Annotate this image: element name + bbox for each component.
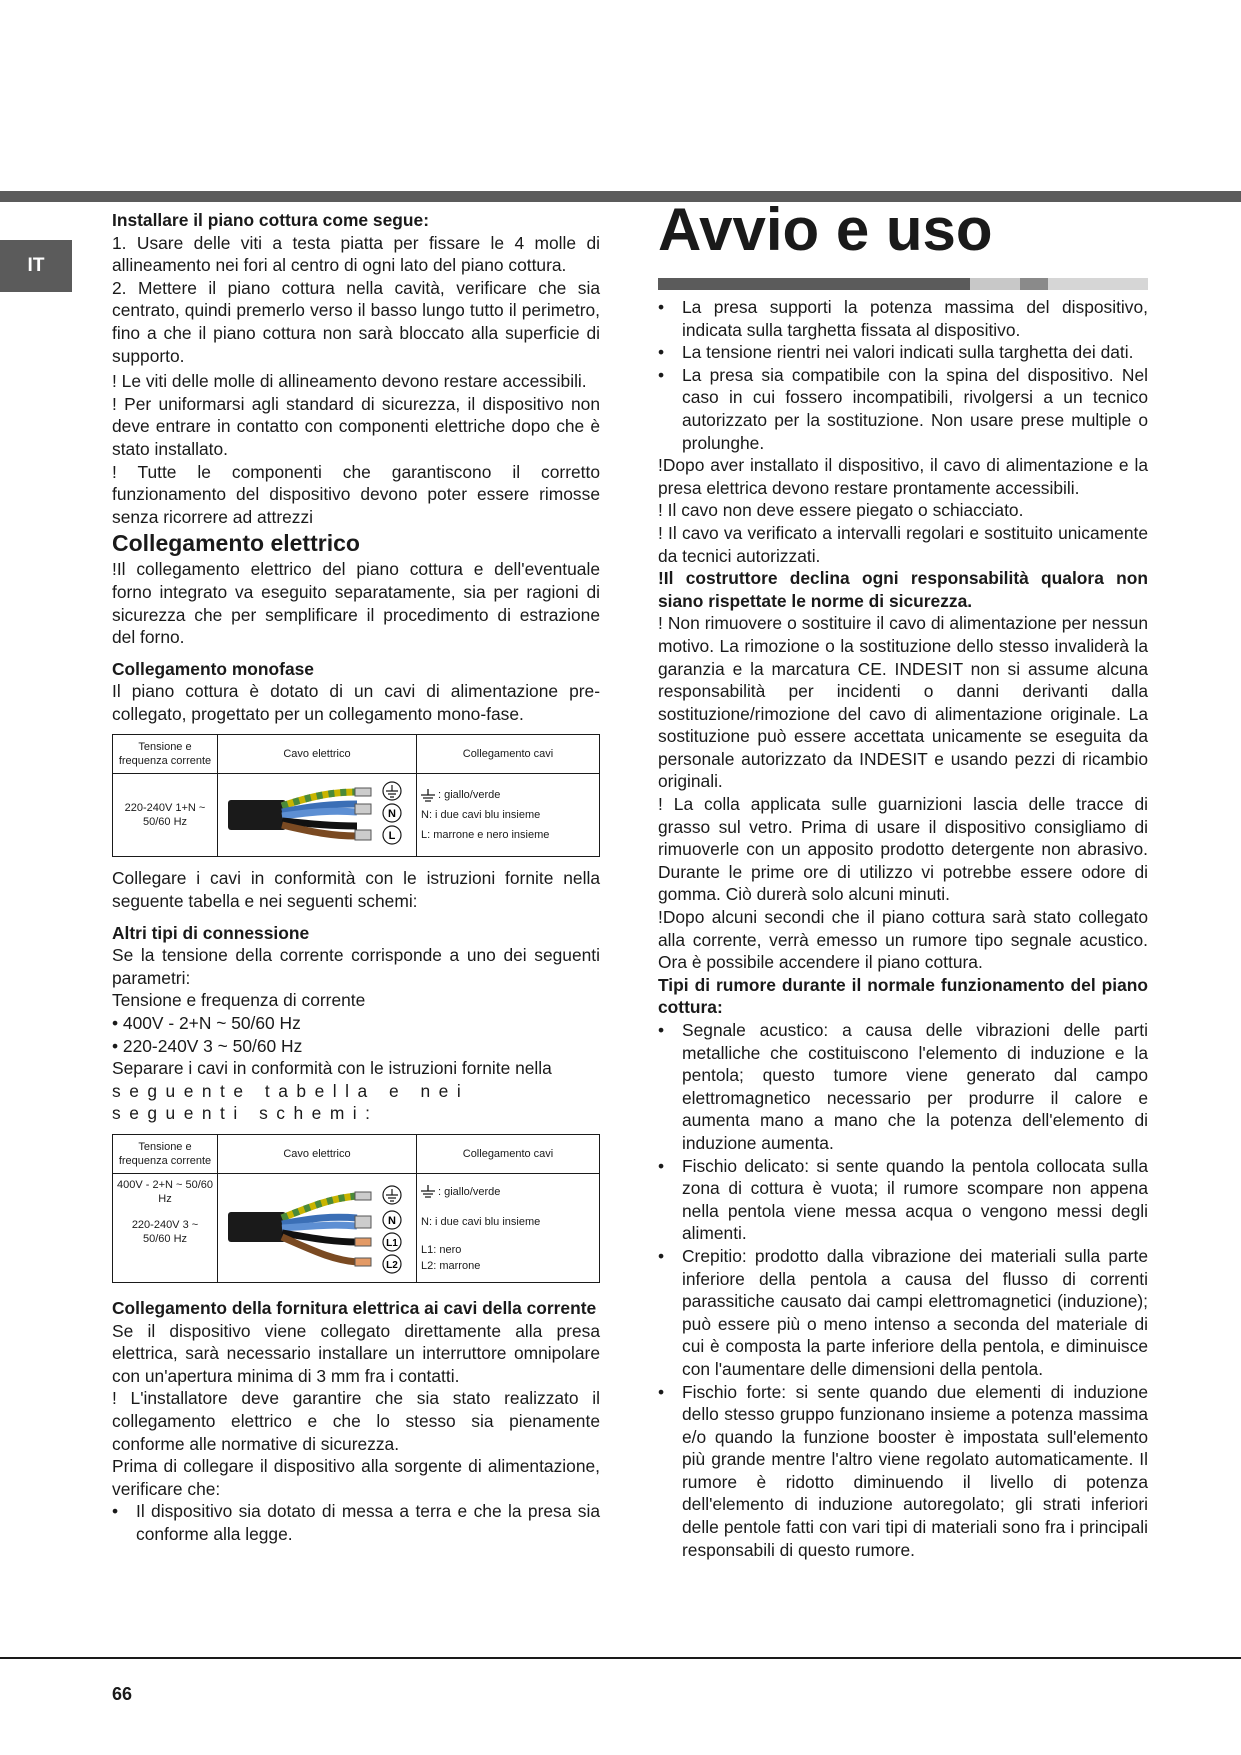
note-safety-contact: ! Per uniformarsi agli standard di sicurezza, il dispositivo non deve entrare in contatto con componenti elettriche dopo che è stato installato. — [112, 393, 600, 459]
list-item: • Fischio forte: si sente quando due elementi di induzione dello stesso gruppo funzionano insieme a potenza massima e/o quando la funzione booster è impostata sull'elemento più grande mentre l'altro viene regolato automaticamente. Il rumore è ridotto diminuendo il livello di potenza dell'elemento di induzione autoregolato; gli strati inferiori delle pentole fatti con vari tipi di materiali sono fra i principali responsabili di questo rumore. — [658, 1381, 1148, 1562]
terminal-tip — [355, 830, 371, 840]
bar-segment-dark — [658, 278, 970, 290]
note-liability: !Il costruttore declina ogni responsabilità qualora non siano rispettate le norme di sicurezza. — [658, 568, 1148, 611]
cable-diagram-mono — [222, 774, 412, 852]
cable-sheath — [228, 800, 286, 830]
section-title-electrical: Collegamento elettrico — [112, 530, 360, 557]
section-intro: !Il collegamento elettrico del piano cottura e dell'eventuale forno integrato va eseguito separatamente, sia per ragioni di sicurezza che per semplificare il procedimento di estrazione del forno. — [112, 559, 600, 648]
note-glue: ! La colla applicata sulle guarnizioni lascia delle tracce di grasso sul vetro. Prima di usare il dispositivo consigliamo di rimuoverle con un apposito prodotto detergente non abrasivo. Durante le prime ore di utilizzo vi potrebbe essere odore di gomma. Ciò durerà solo alcuni minuti. — [658, 794, 1148, 905]
legend-l1: L1: nero — [421, 1244, 462, 1256]
table2-cable-diagram — [218, 1174, 417, 1283]
title-underline-bar — [658, 278, 1148, 290]
legend-l: L: marrone e nero insieme — [421, 829, 550, 842]
list-item: • La presa supporti la potenza massima del dispositivo, indicata sulla targhetta fissata al dispositivo. — [658, 296, 1148, 341]
legend-ground — [421, 785, 595, 805]
list-item: • Segnale acustico: a causa delle vibrazioni delle parti metalliche che costituiscono l'elemento di induzione e la pentola; questo tumore viene generato dal campo elettromagnetico necessario per produrre il calore e aumenta mano a mano che la potenza dell'elemento di induzione aumenta. — [658, 1019, 1148, 1155]
terminal-tip — [355, 1258, 371, 1266]
supply-text: Se il dispositivo viene collegato direttamente alla presa elettrica, sarà necessario installare un interruttore omnipolare con un'apertura minima di 3 mm fra i contatti. — [112, 1320, 600, 1386]
tension-label: Tensione e frequenza di corrente — [112, 990, 366, 1011]
note-components: ! Tutte le componenti che garantiscono il corretto funzionamento del dispositivo devono poter essere rimosse senza ricorrere ad attrezzi — [112, 461, 600, 527]
page-title: Avvio e uso — [658, 196, 993, 263]
table2-voltage-2: 220-240V 3 ~ 50/60 Hz — [131, 1219, 199, 1245]
ground-icon — [421, 789, 435, 803]
terminal-tip — [355, 788, 371, 796]
terminal-label-n: N — [388, 808, 396, 821]
table2-legend — [417, 1174, 600, 1283]
table1-header-cable: Cavo elettrico — [218, 735, 417, 774]
bar-segment-lighter — [1048, 278, 1148, 290]
bottom-rule — [0, 1657, 1241, 1659]
note-check: ! Il cavo va verificato a intervalli regolari e sostituito unicamente da tecnici autorizzati. — [658, 522, 1148, 566]
connection-table-monophase — [112, 734, 600, 857]
top-rule — [0, 191, 1241, 202]
separate-text-a: Separare i cavi in conformità con le istruzioni fornite nella — [112, 1058, 552, 1079]
ground-icon — [421, 1185, 435, 1199]
wire-blue-2 — [282, 1225, 357, 1228]
bar-segment-light — [970, 278, 1020, 290]
list-item: • La presa sia compatibile con la spina del dispositivo. Nel caso in cui fossero incompatibili, rivolgersi a un tecnico autorizzato per la sostituzione. Non usare prese multiple o prolunghe. — [658, 364, 1148, 454]
language-tab: IT — [0, 240, 72, 292]
list-item: • Fischio delicato: si sente quando la pentola collocata sulla zona di cottura è vuota; il rumore scompare non appena nella pentola viene messa acqua o vengono messi degli alimenti. — [658, 1155, 1148, 1245]
list-item: • Crepitio: prodotto dalla vibrazione dei materiali sulla parte inferiore della pentola a causa del flusso di correnti parassitiche causato dai campi elettromagnetici (induzione); può essere più o meno intenso a seconda del materiale di cui è composta la parte inferiore della pentola, e diminuisce con l'aumentare delle dimensioni della pentola. — [658, 1245, 1148, 1381]
page-number: 66 — [112, 1684, 133, 1704]
terminal-tip — [355, 804, 371, 814]
note-beep: !Dopo alcuni secondi che il piano cottura sarà stato collegato alla corrente, verrà emesso un rumore tipo segnale acustico. Ora è possibile accendere il piano cottura. — [658, 907, 1148, 973]
other-text: Se la tensione della corrente corrisponde a uno dei seguenti parametri: — [112, 945, 600, 988]
list-item: • La tensione rientri nei valori indicati sulla targhetta dei dati. — [658, 341, 1148, 364]
table2-header-cable: Cavo elettrico — [218, 1135, 417, 1174]
table2-voltage-1: 400V - 2+N ~ 50/60 Hz — [117, 1179, 214, 1205]
install-heading: Installare il piano cottura come segue: — [112, 210, 429, 230]
terminal-label-l: L — [388, 830, 396, 843]
noise-types-list — [658, 1019, 1148, 1561]
other-heading: Altri tipi di connessione — [112, 922, 310, 943]
terminal-label-l2: L2 — [386, 1260, 398, 1271]
mono-text: Il piano cottura è dotato di un cavi di alimentazione pre-collegato, progettato per un collegamento mono-fase. — [112, 681, 600, 724]
cable-diagram-other — [222, 1174, 412, 1278]
table2-header-connection: Collegamento cavi — [417, 1135, 600, 1174]
right-column — [658, 296, 1148, 1561]
connection-table-other — [112, 1134, 600, 1283]
legend-ground-text: : giallo/verde — [438, 1186, 501, 1198]
legend-ground — [421, 1182, 595, 1202]
option-220v: • 220-240V 3 ~ 50/60 Hz — [112, 1035, 303, 1056]
wire-blue-2 — [282, 812, 357, 817]
separate-text-b: seguente tabella e nei seguenti schemi: — [112, 1080, 470, 1124]
socket-checks-list — [658, 296, 1148, 454]
table1-cable-diagram — [218, 774, 417, 857]
note-screws: ! Le viti delle molle di allineamento devono restare accessibili. — [112, 371, 587, 392]
option-400v: • 400V - 2+N ~ 50/60 Hz — [112, 1013, 301, 1034]
installer-note: ! L'installatore deve garantire che sia stato realizzato il collegamento elettrico e che lo stesso sia pienamente conforme alle normative di sicurezza. — [112, 1388, 600, 1454]
left-column — [112, 209, 600, 1546]
legend-n: N: i due cavi blu insieme — [421, 809, 541, 822]
terminal-tip — [355, 1192, 371, 1200]
note-cable-access: !Dopo aver installato il dispositivo, il cavo di alimentazione e la presa elettrica devono restare prontamente accessibili. — [658, 455, 1148, 498]
table1-voltage: 220-240V 1+N ~ 50/60 Hz — [113, 774, 218, 857]
table1-header-voltage: Tensione e frequenza corrente — [113, 735, 218, 774]
legend-l2: L2: marrone — [421, 1260, 481, 1272]
table2-header-voltage: Tensione e frequenza corrente — [113, 1135, 218, 1174]
table2-voltage — [113, 1174, 218, 1283]
supply-heading: Collegamento della fornitura elettrica ai cavi della corrente — [112, 1298, 597, 1318]
legend-n: N: i due cavi blu insieme — [421, 1216, 541, 1228]
note-replace: ! Non rimuovere o sostituire il cavo di alimentazione per nessun motivo. La rimozione o la sostituzione dello stesso invaliderà la garanzia e la marcatura CE. INDESIT non si assume alcuna responsabilità per incidenti o danni derivanti dalla sostituzione/rimozione del cavo di alimentazione originale. La sostituzione può essere accettata unicamente se eseguita da personale autorizzato da INDESIT e usando pezzi di ricambio originali. — [658, 613, 1148, 792]
legend-ground-text: : giallo/verde — [438, 789, 501, 802]
terminal-tip — [355, 1238, 371, 1246]
cable-sheath — [228, 1212, 286, 1242]
ground-bullet-list — [112, 1500, 600, 1545]
before-text: Prima di collegare il dispositivo alla sorgente di alimentazione, verificare che: — [112, 1456, 600, 1499]
terminal-label-l1: L1 — [386, 1238, 398, 1249]
install-step-1: 1. Usare delle viti a testa piatta per fissare le 4 molle di allineamento nei fori al centro di ogni lato del piano cottura. — [112, 232, 600, 276]
table1-header-connection: Collegamento cavi — [417, 735, 600, 774]
terminal-label-n: N — [388, 1215, 396, 1227]
noise-heading: Tipi di rumore durante il normale funzionamento del piano cottura: — [658, 974, 1148, 1018]
note-bend: ! Il cavo non deve essere piegato o schiacciato. — [658, 500, 1024, 521]
terminal-tip — [355, 1216, 371, 1228]
mono-heading: Collegamento monofase — [112, 658, 314, 679]
install-step-2: 2. Mettere il piano cottura nella cavità, verificare che sia centrato, quindi premerlo verso il basso lungo tutto il perimetro, fino a che il piano cottura non sarà bloccato alla superficie di supporto. — [112, 277, 600, 366]
connect-text: Collegare i cavi in conformità con le istruzioni fornite nella seguente tabella e nei seguenti schemi: — [112, 868, 600, 912]
table1-legend — [417, 774, 600, 857]
list-item: • Il dispositivo sia dotato di messa a terra e che la presa sia conforme alla legge. — [112, 1500, 600, 1545]
bar-segment-mid — [1020, 278, 1048, 290]
